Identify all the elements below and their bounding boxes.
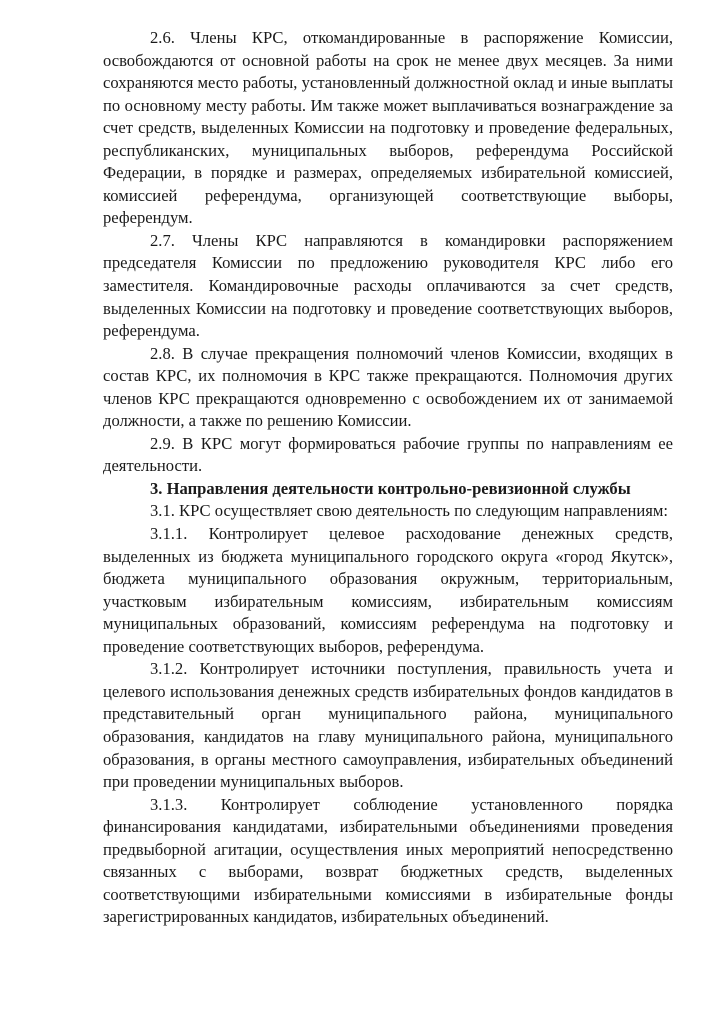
paragraph-2-8: 2.8. В случае прекращения полномочий членов Комиссии, входящих в состав КРС, их полномочия в КРС также прекращаются. Полномочия других членов КРС прекращаются одновременно с освобождением их от занимаемой должности, а также по решению Комиссии. (103, 343, 673, 431)
paragraph-3-1-3: 3.1.3. Контролирует соблюдение установленного порядка финансирования кандидатами, избирательными объединениями проведения предвыборной агитации, осуществления иных мероприятий непосредственно связанных с выборами, возврат бюджетных средств, выделенных соответствующими избирательными комиссиями в избирательные фонды зарегистрированных кандидатов, избирательных объединений. (103, 794, 673, 927)
paragraph-2-9: 2.9. В КРС могут формироваться рабочие группы по направлениям ее деятельности. (103, 433, 673, 476)
document-page (103, 27, 673, 929)
paragraph-3-1-1: 3.1.1. Контролирует целевое расходование денежных средств, выделенных из бюджета муниципального городского округа «город Якутск», бюджета муниципального образования окружным, территориальным, участковым избирательным комиссиям, избирательным комиссиям муниципальных образований, комиссиям референдума на подготовку и проведение соответствующих выборов, референдума. (103, 524, 673, 656)
paragraph-3-1: 3.1. КРС осуществляет свою деятельность по следующим направлениям: (150, 501, 669, 521)
paragraph-2-7: 2.7. Члены КРС направляются в командировки распоряжением председателя Комиссии по предложению руководителя КРС либо его заместителя. Командировочные расходы оплачиваются за счет средств, выделенных Комиссии на подготовку и проведение соответствующих выборов, референдума. (103, 230, 673, 341)
paragraph-2-6: 2.6. Члены КРС, откомандированные в распоряжение Комиссии, освобождаются от основной работы на срок не менее двух месяцев. За ними сохраняются место работы, установленный должностной оклад и иные выплаты по основному месту работы. Им также может выплачиваться вознаграждение за счет средств, выделенных Комиссии на подготовку и проведение федеральных, республиканских, муниципальных выборов, референдума Российской Федерации, в порядке и размерах, определяемых избирательной комиссией, комиссией референдума, организующей соответствующие выборы, референдум. (103, 28, 673, 228)
section-heading: 3. Направления деятельности контрольно-ревизионной службы (150, 478, 631, 498)
paragraph-3-1-2: 3.1.2. Контролирует источники поступления, правильность учета и целевого использования денежных средств избирательных фондов кандидатов в представительный орган муниципального района, муниципального образования, кандидатов на главу муниципального района, муниципального образования, в органы местного самоуправления, избирательных объединений при проведении муниципальных выборов. (103, 659, 673, 792)
